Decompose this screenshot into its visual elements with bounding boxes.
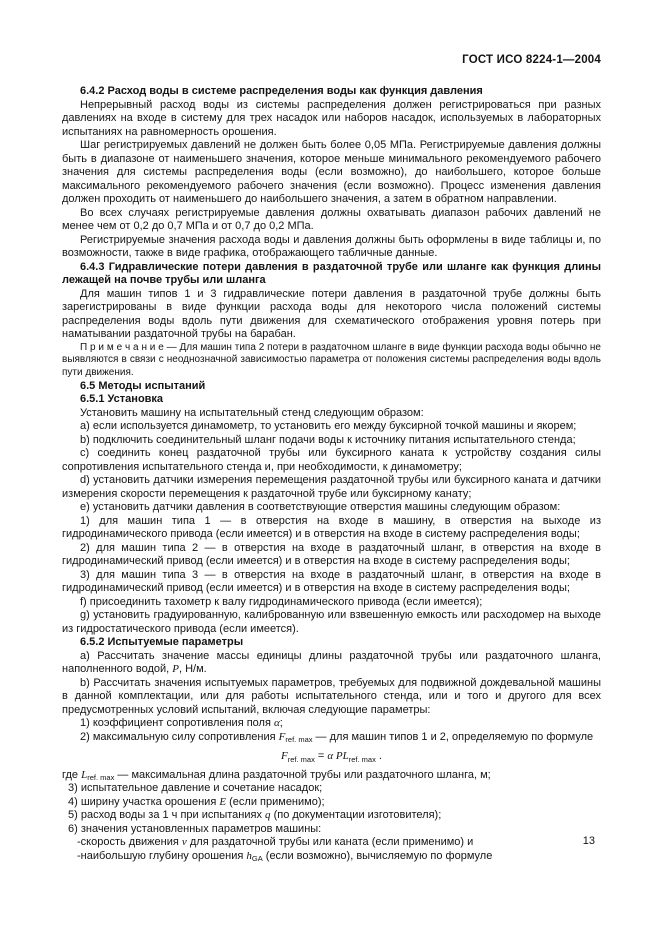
section-heading	[62, 393, 601, 407]
formula	[62, 750, 601, 764]
text-run: (если возможно), вычисляемую по формуле	[262, 849, 493, 862]
text-run: , Н/м.	[178, 663, 207, 676]
text-run: ref. max	[87, 773, 115, 783]
text-run: α	[273, 717, 280, 730]
paragraph	[62, 609, 601, 636]
page-number: 13	[582, 835, 595, 847]
paragraph	[62, 596, 601, 610]
text-run: — максимальная длина раздаточной трубы или раздаточного шланга, м;	[114, 768, 491, 781]
text-run: Регистрируемые значения расхода воды и давления должны быть оформлены в виде таблицы и, по возможности, также в виде графика, отображающего табличные данные.	[62, 233, 601, 259]
text-run: a) Рассчитать значение массы единицы длины раздаточной трубы или раздаточного шланга, наполненного водой,	[62, 649, 601, 676]
paragraph	[62, 139, 601, 207]
text-run: E	[219, 795, 227, 808]
paragraph	[62, 515, 601, 542]
text-run: ref. max	[285, 735, 313, 745]
formula-where-clause	[62, 769, 601, 783]
text-run: 2) максимальную силу сопротивления	[80, 730, 279, 743]
section-heading	[62, 261, 601, 288]
paragraph	[62, 234, 601, 261]
text-run: F	[278, 730, 286, 743]
text-run: где	[62, 768, 82, 781]
text-run: 6.5.1 Установка	[80, 393, 164, 406]
text-run: 2) для машин типа 2 — в отверстия на входе в раздаточный шланг, в отверстия на входе в гидродинамический привод (если имеется) и в отверстия на входе в систему распределения воды;	[62, 541, 601, 568]
list-item	[62, 809, 601, 823]
text-run: =	[314, 750, 328, 763]
paragraph	[62, 99, 601, 140]
paragraph	[62, 731, 601, 745]
note-paragraph	[62, 342, 601, 380]
list-item	[62, 796, 601, 810]
text-run: e) установить датчики давления в соответствующие отверстия машины следующим образом:	[80, 501, 561, 514]
text-run: ;	[279, 717, 283, 730]
text-run: Для машин типов 1 и 3 гидравлические потери давления в раздаточной трубе должны быть зарегистрированы в виде функции расхода воды для некоторого числа положений системы распределения воды вдоль пути движения для схематического отображения уровня потерь при наматывании раздаточной трубы на барабан.	[62, 287, 601, 340]
text-run: Непрерывный расход воды из системы распределения должен регистрироваться при разных давлениях на входе в систему для трех насадок или наборов насадок, используемых в лабораторных испытаниях на равномерность орошения.	[62, 98, 601, 138]
text-run: 5) расход воды за 1 ч при испытаниях	[68, 809, 266, 822]
text-run: (если применимо);	[226, 795, 325, 808]
text-run: α PL	[327, 750, 349, 763]
text-run: GA	[251, 854, 263, 864]
text-run: b) подключить соединительный шланг подачи воды к источнику питания испытательного стенда;	[80, 433, 576, 446]
section-heading	[62, 380, 601, 394]
paragraph	[62, 650, 601, 677]
paragraph	[62, 542, 601, 569]
text-run: — для машин типов 1 и 2, определяемую по формуле	[312, 730, 594, 743]
text-run: Шаг регистрируемых давлений не должен быть более 0,05 МПа. Регистрируемые давления должны быть в диапазоне от наименьшего значения, которое меньше минимального рекомендуемого рабочего значения для системы распределения воды (если возможно), до наибольшего, которое больше максимального рекомендуемого рабочего значения (если возможно). Процесс изменения давления должен проходить от наименьшего до наибольшего значения, а затем в обратном направлении.	[62, 139, 601, 205]
paragraph	[62, 569, 601, 596]
paragraph	[62, 207, 601, 234]
paragraph	[62, 434, 601, 448]
text-run: g) установить градуированную, калиброванную или взвешенную емкость или расходомер на выходе из гидростатического привода (если имеется).	[62, 609, 601, 635]
text-run: 6.5.2 Испытуемые параметры	[80, 636, 244, 649]
text-run: 3) для машин типа 3 — в отверстия на входе в раздаточный шланг, в отверстия на входе в гидродинамический привод (если имеется) и в отверстия на входе в систему распределения воды;	[62, 568, 601, 595]
text-run: P	[172, 663, 179, 676]
text-run: (по документации изготовителя);	[270, 809, 442, 822]
text-run: c) соединить конец раздаточной трубы или буксирного каната к устройству создания силы сопротивления испытательного стенда и, при необходимости, к динамометру;	[62, 447, 601, 473]
text-run: 3) испытательное давление и сочетание насадок;	[68, 782, 323, 795]
paragraph	[62, 288, 601, 342]
text-run: 1) для машин типа 1 — в отверстия на входе в машину, в отверстия на выходе из гидродинамического привода (если имеется) и в отверстия на входе в систему распределения воды;	[62, 514, 601, 541]
text-run: -наибольшую глубину орошения	[77, 849, 247, 862]
text-run: П р и м е ч а н и е — Для машин типа 2 потери в раздаточном шланге в виде функции расхода воды обычно не выявляются в связи с неоднозначной зависимостью параметра от положения системы распределения воды вдоль пути движения.	[62, 341, 601, 378]
text-run: 6.4.2 Расход воды в системе распределения воды как функция давления	[80, 85, 483, 97]
paragraph	[62, 420, 601, 434]
paragraph	[62, 407, 601, 421]
text-run: q	[265, 809, 271, 822]
section-heading	[62, 85, 601, 99]
sub-list-item	[62, 850, 601, 864]
paragraph	[62, 501, 601, 515]
paragraph	[62, 677, 601, 718]
text-run: -скорость движения	[77, 836, 182, 849]
text-run: 4) ширину участка орошения	[68, 795, 220, 808]
text-run: L	[81, 768, 88, 781]
text-run: 1) коэффициент сопротивления поля	[80, 717, 274, 730]
paragraph	[62, 474, 601, 501]
text-run: Во всех случаях регистрируемые давления должны охватывать диапазон рабочих давлений не менее чем от 0,2 до 0,7 МПа и от 0,7 до 0,2 МПа.	[62, 206, 601, 232]
text-run: v	[181, 836, 187, 849]
text-run: d) установить датчики измерения перемещения раздаточной трубы или буксирного каната и датчики измерения скорости перемещения к раздаточной трубе или буксирному канату;	[62, 474, 601, 500]
text-run: ref. max	[348, 754, 376, 764]
document-body	[62, 85, 601, 863]
text-run: f) присоединить тахометр к валу гидродинамического привода (если имеется);	[80, 595, 483, 608]
paragraph	[62, 717, 601, 731]
paragraph	[62, 447, 601, 474]
page-header-standard-designation: ГОСТ ИСО 8224-1—2004	[462, 54, 601, 66]
text-run: ref. max	[287, 754, 315, 764]
text-run: a) если используется динамометр, то установить его между буксирной точкой машины и якорем;	[80, 420, 577, 433]
text-run: для раздаточной трубы или каната (если применимо) и	[186, 836, 474, 849]
text-run: F	[281, 750, 288, 763]
section-heading	[62, 636, 601, 650]
text-run: 6.5 Методы испытаний	[80, 379, 206, 392]
text-run: 6) значения установленных параметров машины:	[68, 822, 322, 835]
list-item	[62, 782, 601, 796]
text-run: h	[246, 849, 252, 862]
text-run: b) Рассчитать значения испытуемых параметров, требуемых для подвижной дождевальной машины в данной комплектации, или для работы испытательного стенда, или и того и другого для всех предусмотренных условий испытаний, включая следующие параметры:	[62, 676, 601, 716]
text-run: 6.4.3 Гидравлические потери давления в раздаточной трубе или шланге как функция длины лежащей на почве трубы или шланга	[62, 260, 601, 286]
text-run: Установить машину на испытательный стенд следующим образом:	[80, 406, 424, 419]
text-run: .	[375, 750, 382, 763]
